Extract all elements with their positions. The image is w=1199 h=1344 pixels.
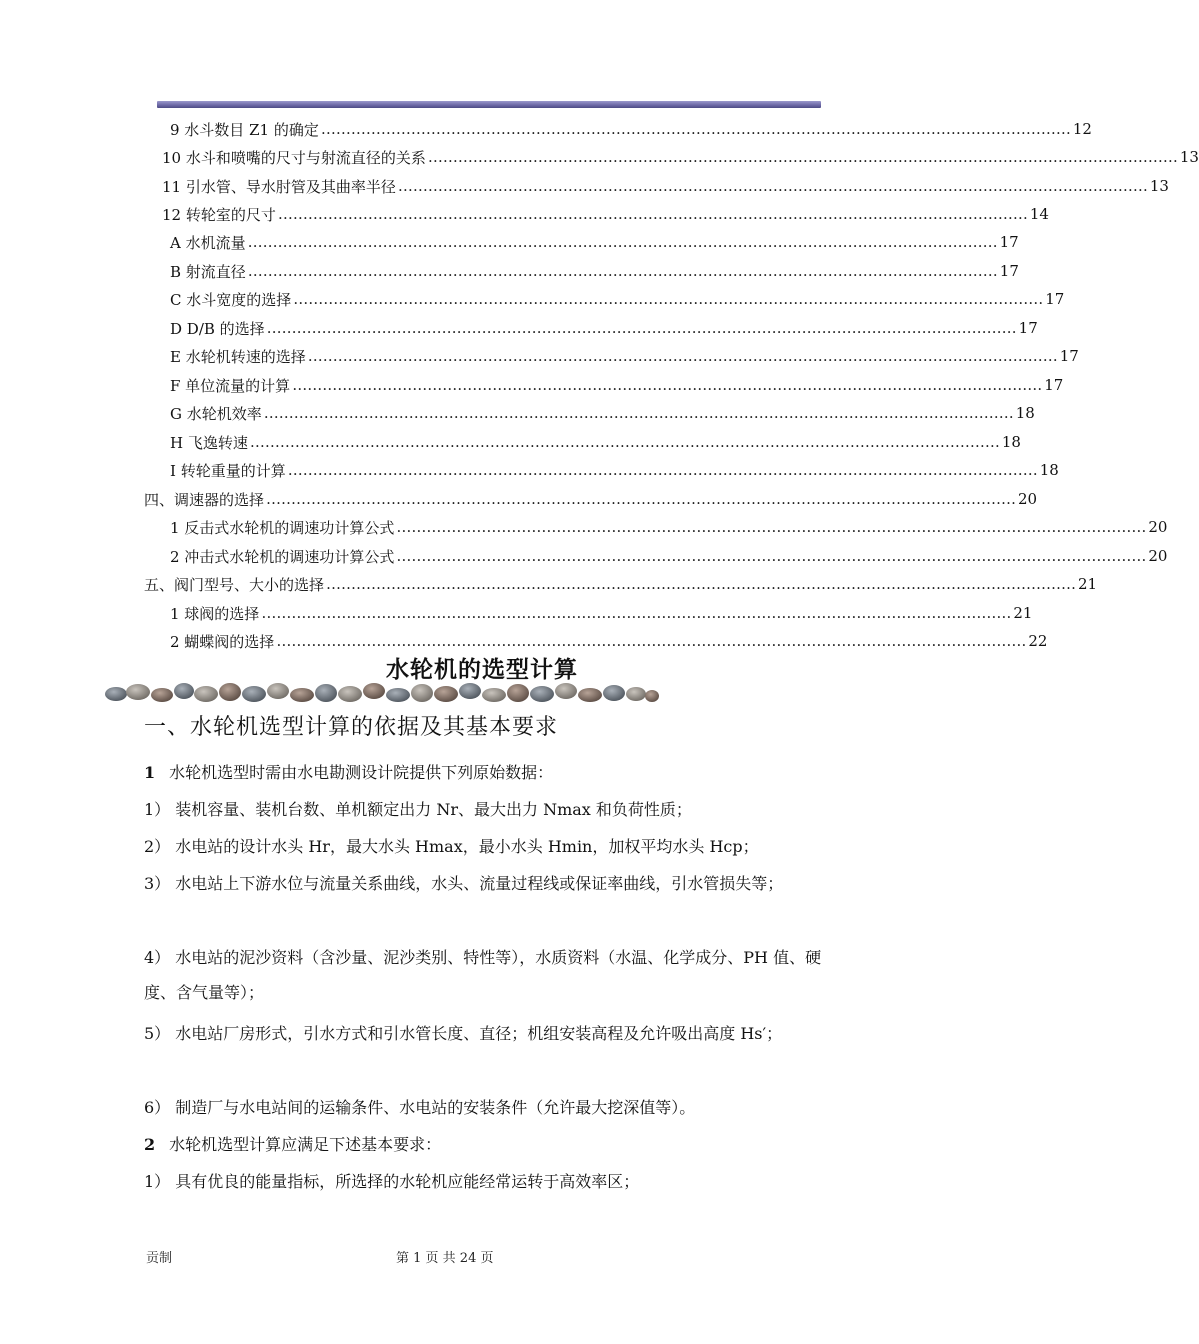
- toc-entry-label: E 水轮机转速的选择: [170, 347, 306, 366]
- paragraph-text: 1） 装机容量、装机台数、单机额定出力 Nr、最大出力 Nmax 和负荷性质；: [144, 800, 692, 819]
- toc-entry-page: 17: [1018, 319, 1038, 337]
- toc-entry-label: G 水轮机效率: [170, 404, 262, 423]
- paragraph: [144, 755, 844, 790]
- toc-entry[interactable]: [170, 459, 1059, 481]
- toc-entry-label: 五、阀门型号、大小的选择: [144, 575, 325, 594]
- toc-leader-dots: ……………………………………………………………………………………………………………………………………: [287, 461, 1038, 479]
- toc-entry-page: 17: [1045, 290, 1065, 308]
- toc-entry-page: 17: [999, 262, 1019, 280]
- toc-leader-dots: ……………………………………………………………………………………………………………………………………: [263, 404, 1014, 422]
- paragraph: [144, 1090, 844, 1125]
- toc-leader-dots: ……………………………………………………………………………………………………………………………………: [266, 319, 1017, 337]
- toc-entry[interactable]: [170, 317, 1038, 339]
- toc-entry-page: 17: [1044, 376, 1064, 394]
- paragraph-text: 5） 水电站厂房形式，引水方式和引水管长度、直径；机组安装高程及允许吸出高度 Hs′；: [144, 1024, 783, 1043]
- toc-entry[interactable]: [144, 488, 1038, 510]
- paragraph: [144, 940, 844, 1010]
- toc-leader-dots: ……………………………………………………………………………………………………………………………………: [247, 233, 998, 251]
- toc-leader-dots: ……………………………………………………………………………………………………………………………………: [326, 575, 1077, 593]
- toc-leader-dots: ……………………………………………………………………………………………………………………………………: [266, 490, 1017, 508]
- toc-entry-label: 2 冲击式水轮机的调速功计算公式: [170, 547, 395, 566]
- top-decorative-rule: [157, 101, 821, 108]
- paragraph-text: 4） 水电站的泥沙资料（含沙量、泥沙类别、特性等），水质资料（水温、化学成分、PH 值、硬度、含气量等）；: [144, 948, 822, 1002]
- paragraph-text: 3） 水电站上下游水位与流量关系曲线，水头、流量过程线或保证率曲线，引水管损失等；: [144, 874, 784, 893]
- toc-entry-page: 14: [1029, 205, 1049, 223]
- toc-entry-label: 11 引水管、导水肘管及其曲率半径: [162, 177, 396, 196]
- toc-entry-page: 12: [1072, 120, 1092, 138]
- toc-leader-dots: ……………………………………………………………………………………………………………………………………: [247, 262, 998, 280]
- toc-entry[interactable]: [170, 602, 1033, 624]
- paragraph-text: 水轮机选型时需由水电勘测设计院提供下列原始数据：: [169, 763, 554, 782]
- toc-entry-page: 20: [1148, 518, 1168, 536]
- toc-leader-dots: ……………………………………………………………………………………………………………………………………: [261, 604, 1012, 622]
- toc-entry-label: D D/B 的选择: [170, 319, 265, 338]
- toc-entry[interactable]: [170, 288, 1065, 310]
- toc-entry-label: 9 水斗数目 Z1 的确定: [170, 120, 319, 139]
- toc-entry-label: C 水斗宽度的选择: [170, 290, 292, 309]
- toc-entry-page: 21: [1013, 604, 1033, 622]
- toc-entry-page: 22: [1028, 632, 1048, 650]
- toc-entry-page: 13: [1179, 148, 1199, 166]
- toc-leader-dots: ……………………………………………………………………………………………………………………………………: [249, 433, 1000, 451]
- toc-entry-page: 20: [1148, 547, 1168, 565]
- toc-entry[interactable]: [170, 118, 1092, 140]
- toc-entry[interactable]: [170, 260, 1019, 282]
- toc-entry[interactable]: [170, 545, 1168, 567]
- toc-leader-dots: ……………………………………………………………………………………………………………………………………: [396, 547, 1147, 565]
- toc-entry[interactable]: [170, 345, 1079, 367]
- toc-leader-dots: ……………………………………………………………………………………………………………………………………: [276, 632, 1027, 650]
- paragraph-number: 2: [144, 1135, 156, 1154]
- toc-entry[interactable]: [162, 175, 1169, 197]
- toc-entry-label: B 射流直径: [170, 262, 246, 281]
- section-heading: 一、水轮机选型计算的依据及其基本要求: [144, 715, 559, 740]
- footer-page-number: 第 1 页 共 24 页: [396, 1251, 494, 1266]
- paragraph: [144, 1164, 844, 1199]
- toc-leader-dots: ……………………………………………………………………………………………………………………………………: [307, 347, 1058, 365]
- toc-entry-page: 18: [1015, 404, 1035, 422]
- toc-entry-label: 1 反击式水轮机的调速功计算公式: [170, 518, 395, 537]
- footer-left-text: 贡制: [146, 1251, 173, 1266]
- toc-entry-page: 21: [1078, 575, 1098, 593]
- toc-entry-label: F 单位流量的计算: [170, 376, 291, 395]
- document-title: 水轮机的选型计算: [386, 656, 578, 683]
- toc-leader-dots: ……………………………………………………………………………………………………………………………………: [427, 148, 1178, 166]
- toc-entry[interactable]: [170, 231, 1019, 253]
- toc-entry-label: 12 转轮室的尺寸: [162, 205, 276, 224]
- toc-entry[interactable]: [162, 146, 1199, 168]
- toc-entry[interactable]: [170, 402, 1035, 424]
- toc-entry[interactable]: [170, 431, 1021, 453]
- toc-entry-page: 18: [1039, 461, 1059, 479]
- toc-entry-page: 20: [1018, 490, 1038, 508]
- toc-leader-dots: ……………………………………………………………………………………………………………………………………: [292, 376, 1043, 394]
- toc-leader-dots: ……………………………………………………………………………………………………………………………………: [396, 518, 1147, 536]
- toc-entry-page: 17: [1059, 347, 1079, 365]
- paragraph: [144, 829, 844, 864]
- toc-entry-label: 1 球阀的选择: [170, 604, 260, 623]
- paragraph: [144, 1127, 844, 1162]
- paragraph-text: 6） 制造厂与水电站间的运输条件、水电站的安装条件（允许最大挖深值等）。: [144, 1098, 696, 1117]
- toc-entry-label: I 转轮重量的计算: [170, 461, 286, 480]
- paragraph-text: 1） 具有优良的能量指标，所选择的水轮机应能经常运转于高效率区；: [144, 1172, 640, 1191]
- toc-entry[interactable]: [170, 630, 1048, 652]
- toc-leader-dots: ……………………………………………………………………………………………………………………………………: [397, 177, 1148, 195]
- toc-entry[interactable]: [170, 516, 1168, 538]
- paragraph: [144, 866, 844, 901]
- toc-leader-dots: ……………………………………………………………………………………………………………………………………: [293, 290, 1044, 308]
- paragraph: [144, 1016, 844, 1051]
- paragraph-text: 2） 水电站的设计水头 Hr，最大水头 Hmax，最小水头 Hmin，加权平均水头 Hcp；: [144, 837, 759, 856]
- toc-entry-label: H 飞逸转速: [170, 433, 248, 452]
- toc-entry-label: 2 蝴蝶阀的选择: [170, 632, 275, 651]
- toc-entry-label: 10 水斗和喷嘴的尺寸与射流直径的关系: [162, 148, 426, 167]
- toc-entry-page: 18: [1001, 433, 1021, 451]
- toc-entry-page: 13: [1149, 177, 1169, 195]
- toc-entry[interactable]: [162, 203, 1049, 225]
- toc-entry[interactable]: [170, 374, 1064, 396]
- paragraph-text: 水轮机选型计算应满足下述基本要求：: [169, 1135, 442, 1154]
- toc-leader-dots: ……………………………………………………………………………………………………………………………………: [277, 205, 1028, 223]
- toc-entry[interactable]: [144, 573, 1098, 595]
- toc-entry-page: 17: [999, 233, 1019, 251]
- toc-leader-dots: ……………………………………………………………………………………………………………………………………: [320, 120, 1071, 138]
- toc-entry-label: A 水机流量: [170, 233, 246, 252]
- toc-entry-label: 四、调速器的选择: [144, 490, 265, 509]
- paragraph-number: 1: [144, 763, 156, 782]
- paragraph: [144, 792, 844, 827]
